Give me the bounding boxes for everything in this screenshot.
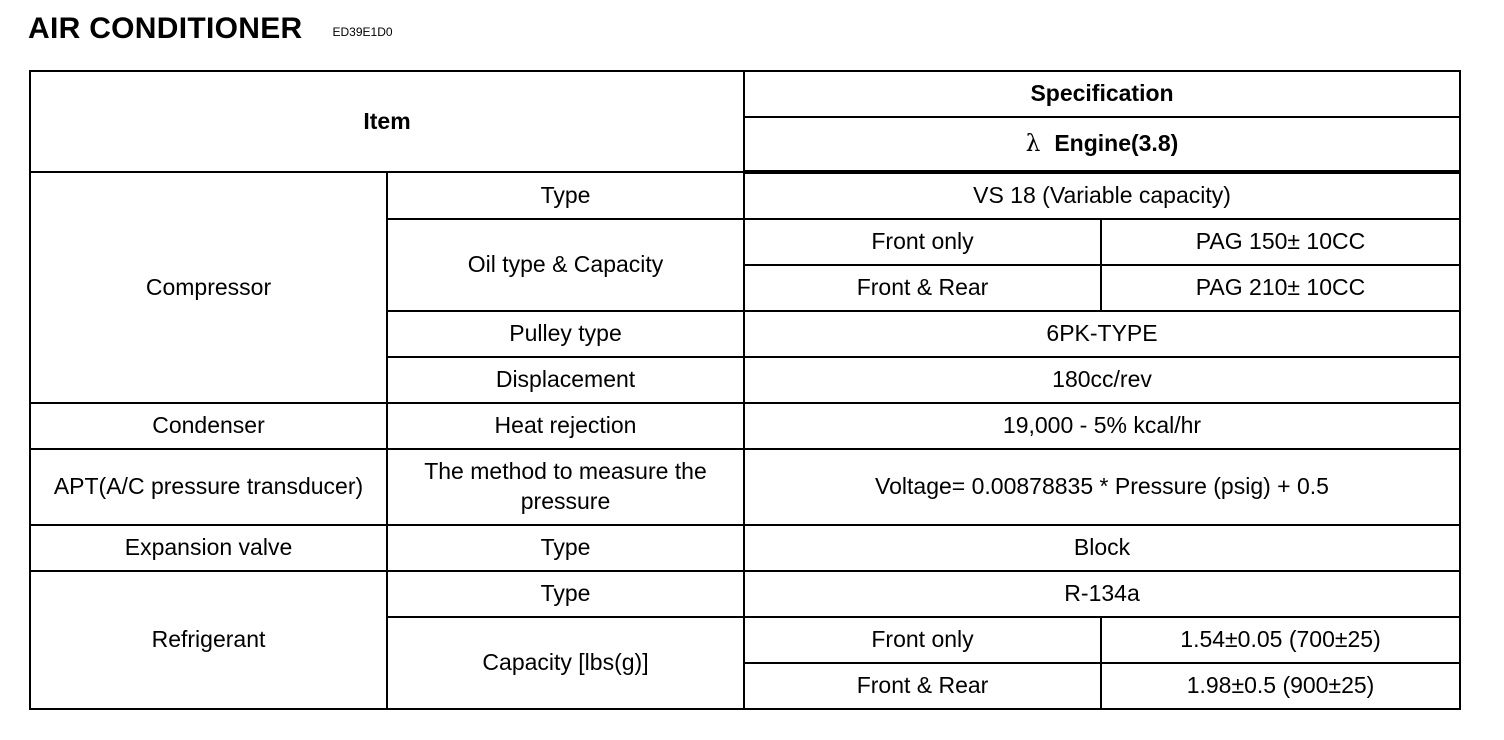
compressor-type-label: Type [387, 172, 744, 219]
refrigerant-capacity-label: Capacity [lbs(g)] [387, 617, 744, 709]
oil-capacity-label: Oil type & Capacity [387, 219, 744, 311]
displacement-label: Displacement [387, 357, 744, 403]
table-row [30, 525, 1460, 571]
page-heading [28, 12, 393, 46]
refrigerant-front-only-label: Front only [744, 617, 1101, 663]
table-row [30, 403, 1460, 449]
apt-formula-value: Voltage= 0.00878835 * Pressure (psig) + 0.5 [744, 449, 1460, 525]
oil-front-rear-label: Front & Rear [744, 265, 1101, 311]
refrigerant-type-label: Type [387, 571, 744, 617]
compressor-type-value: VS 18 (Variable capacity) [744, 172, 1460, 219]
page-title: AIR CONDITIONER [28, 12, 303, 45]
air-conditioner-spec-table [29, 70, 1461, 710]
engine-header [744, 117, 1460, 172]
condenser-label: Condenser [30, 403, 387, 449]
refrigerant-type-value: R-134a [744, 571, 1460, 617]
expansion-valve-type-value: Block [744, 525, 1460, 571]
pulley-type-label: Pulley type [387, 311, 744, 357]
document-code: ED39E1D0 [332, 25, 393, 39]
oil-front-only-value: PAG 150± 10CC [1101, 219, 1460, 265]
item-header: Item [30, 71, 744, 172]
pulley-type-value: 6PK-TYPE [744, 311, 1460, 357]
heat-rejection-label: Heat rejection [387, 403, 744, 449]
engine-symbol: λ [1025, 130, 1041, 157]
table-row [30, 449, 1460, 525]
expansion-valve-label: Expansion valve [30, 525, 387, 571]
apt-label: APT(A/C pressure transducer) [30, 449, 387, 525]
oil-front-rear-value: PAG 210± 10CC [1101, 265, 1460, 311]
compressor-label: Compressor [30, 172, 387, 403]
apt-method-label: The method to measure the pressure [387, 449, 744, 525]
table-row [30, 571, 1460, 617]
refrigerant-label: Refrigerant [30, 571, 387, 709]
oil-front-only-label: Front only [744, 219, 1101, 265]
refrigerant-front-rear-value: 1.98±0.5 (900±25) [1101, 663, 1460, 709]
engine-label: Engine(3.8) [1054, 129, 1179, 156]
specification-header: Specification [744, 71, 1460, 117]
table-header-row [30, 71, 1460, 117]
heat-rejection-value: 19,000 - 5% kcal/hr [744, 403, 1460, 449]
refrigerant-front-only-value: 1.54±0.05 (700±25) [1101, 617, 1460, 663]
expansion-valve-type-label: Type [387, 525, 744, 571]
refrigerant-front-rear-label: Front & Rear [744, 663, 1101, 709]
displacement-value: 180cc/rev [744, 357, 1460, 403]
table-row [30, 172, 1460, 219]
